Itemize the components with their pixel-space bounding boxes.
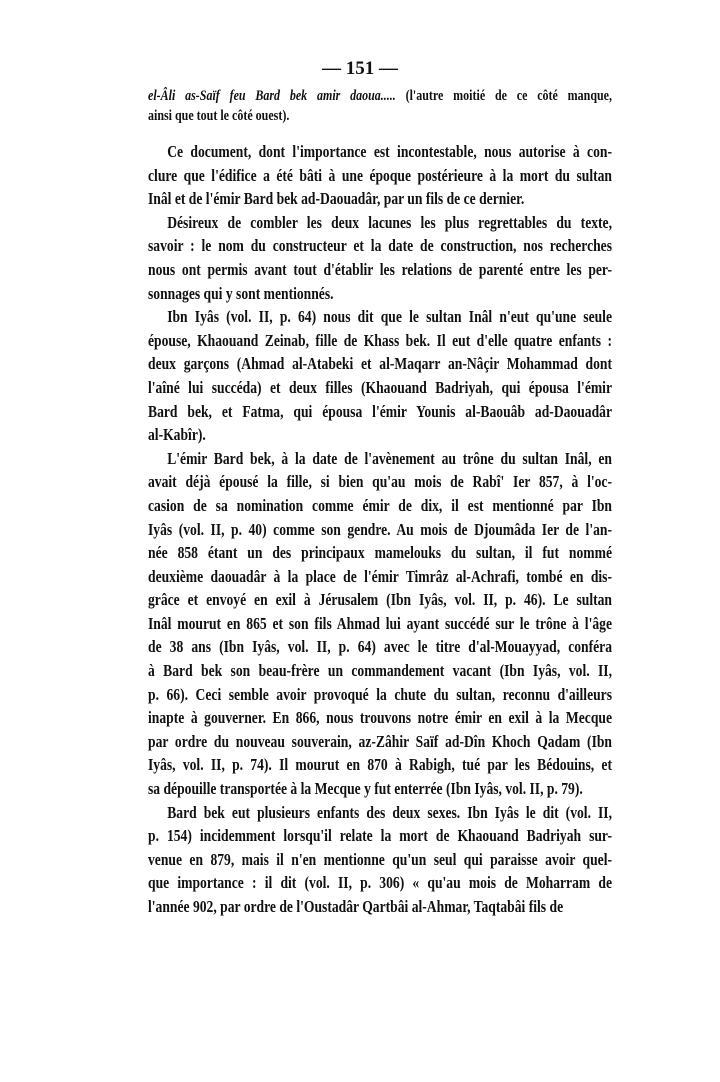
- text-line: Inâl et de l'émir Bard bek ad-Daouadâr, par un fils de ce dernier.: [148, 189, 525, 209]
- page-number: — 151 —: [322, 58, 398, 79]
- text-line: Bard bek eut plusieurs enfants des deux sexes. Ibn Iyâs le dit (vol. II,: [167, 802, 612, 822]
- text-line: de 38 ans (Ibn Iyâs, vol. II, p. 64) avec le titre d'al-Mouayyad, conféra: [148, 637, 612, 657]
- note-line: el-Âli as-Saïf feu Bard bek amir daoua..... (l'autre moitié de ce côté manque,: [148, 88, 612, 104]
- text-line: deux garçons (Ahmad al-Atabeki et al-Maqarr an-Nâçir Mohammad dont: [148, 354, 612, 374]
- text-line: à Bard bek son beau-frère un commandement vacant (Ibn Iyâs, vol. II,: [148, 661, 612, 681]
- text-line: L'émir Bard bek, à la date de l'avènement au trône du sultan Inâl, en: [167, 448, 612, 468]
- text-line: Bard bek, et Fatma, qui épousa l'émir Younis al-Baouâb ad-Daouadâr: [148, 401, 612, 421]
- text-line: nous ont permis avant tout d'établir les relations de parenté entre les per-: [148, 259, 612, 279]
- text-line: casion de sa nomination comme émir de dix, il est mentionné par Ibn: [148, 495, 612, 515]
- text-line: Désireux de combler les deux lacunes les plus regrettables du texte,: [167, 212, 612, 232]
- text-line: p. 154) incidemment lorsqu'il relate la mort de Khaouand Badriyah sur-: [148, 826, 612, 846]
- text-line: l'année 902, par ordre de l'Oustadâr Qartbâi al-Ahmar, Taqtabâi fils de: [148, 897, 564, 916]
- text-line: née 858 étant un des principaux mamelouks du sultan, il fut nommé: [148, 543, 612, 563]
- text-line: Iyâs, vol. II, p. 74). Il mourut en 870 à Rabigh, tué par les Bédouins, et: [148, 755, 612, 775]
- note-line: ainsi que tout le côté ouest).: [148, 108, 290, 124]
- text-line: épouse, Khaouand Zeinab, fille de Khass bek. Il eut d'elle quatre enfants :: [148, 330, 612, 350]
- text-line: avait déjà épousé la fille, si bien qu'au mois de Rabî' Ier 857, à l'oc-: [148, 472, 612, 492]
- text-line: sa dépouille transportée à la Mecque y fut enterrée (Ibn Iyâs, vol. II, p. 79).: [148, 779, 583, 799]
- inscription-text: el-Âli as-Saïf feu Bard bek amir daoua.....: [148, 88, 396, 104]
- text-line: inapte à gouverner. En 866, nous trouvons notre émir en exil à la Mecque: [148, 708, 612, 728]
- text-line: l'aîné lui succéda) et deux filles (Khaouand Badriyah, qui épousa l'émir: [148, 377, 612, 397]
- text-line: Inâl mourut en 865 et son fils Ahmad lui ayant succédé sur le trône à l'âge: [148, 613, 612, 633]
- text-line: Ibn Iyâs (vol. II, p. 64) nous dit que le sultan Inâl n'eut qu'une seule: [167, 307, 612, 327]
- text-line: venue en 879, mais il n'en mentionne qu'un seul qui paraisse avoir quel-: [148, 849, 612, 869]
- text-line: al-Kabîr).: [148, 425, 206, 445]
- text-line: grâce et envoyé en exil à Jérusalem (Ibn Iyâs, vol. II, p. 46). Le sultan: [148, 590, 612, 610]
- text-line: que importance : il dit (vol. II, p. 306) « qu'au mois de Moharram de: [148, 873, 612, 893]
- body-text: [148, 140, 612, 919]
- page-body: [148, 86, 612, 919]
- text-line: p. 66). Ceci semble avoir provoqué la chute du sultan, reconnu d'ailleurs: [148, 684, 612, 704]
- text-line: Ce document, dont l'importance est incontestable, nous autorise à con-: [167, 142, 612, 161]
- text-line: savoir : le nom du constructeur et la date de construction, nos recherches: [148, 236, 612, 256]
- text-line: par ordre du nouveau souverain, az-Zâhir Saïf ad-Dîn Khoch Qadam (Ibn: [148, 731, 612, 751]
- text-line: sonnages qui y sont mentionnés.: [148, 283, 334, 303]
- text-line: deuxième daouadâr à la place de l'émir Timrâz al-Achrafi, tombé en dis-: [148, 566, 612, 586]
- text-line: clure que l'édifice a été bâti à une époque postérieure à la mort du sultan: [148, 165, 612, 185]
- text-line: Iyâs (vol. II, p. 40) comme son gendre. Au mois de Djoumâda Ier de l'an-: [148, 519, 612, 539]
